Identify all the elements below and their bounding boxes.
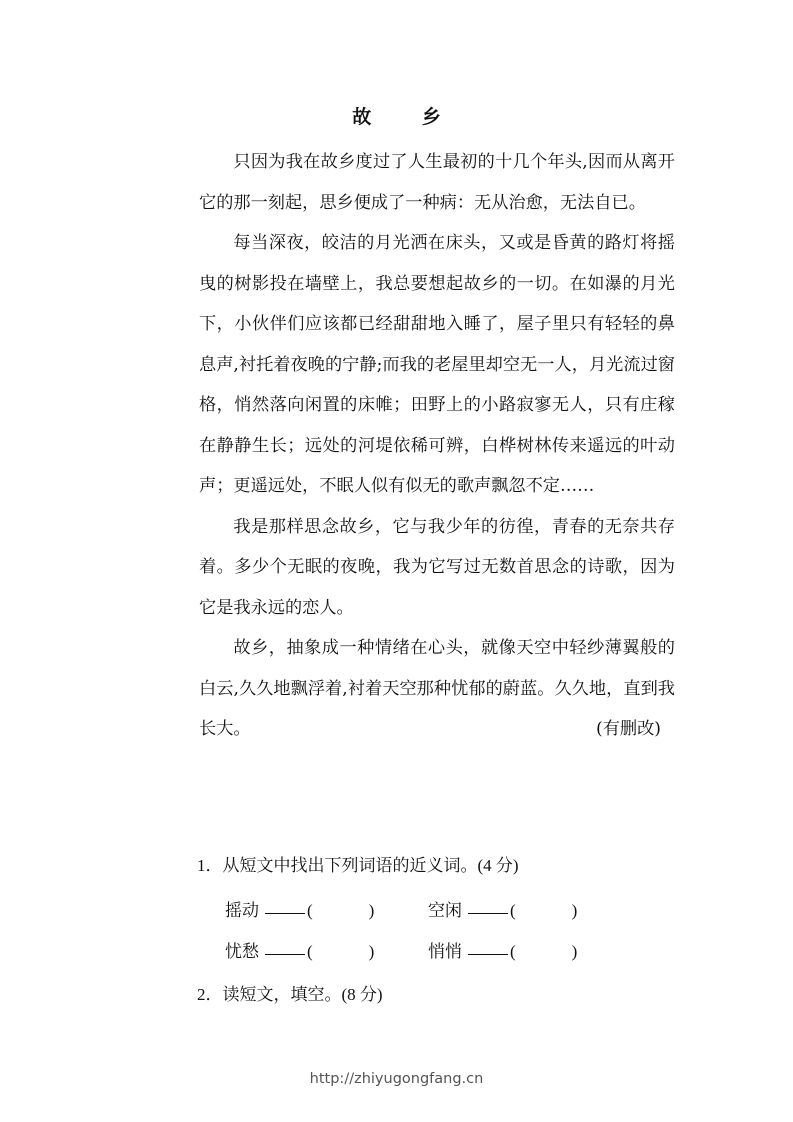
word-item-1 <box>225 896 374 921</box>
word-label: 空闲 <box>428 901 462 921</box>
dash-line <box>468 913 508 914</box>
paren-close: ) <box>571 942 578 961</box>
paragraph-1: 只因为我在故乡度过了人生最初的十几个年头,因而从离开它的那一刻起，思乡便成了一种病：无从治愈，无法自已。 <box>199 152 675 213</box>
question-1-score: (4 分) <box>477 856 519 875</box>
question-1-number: 1． <box>197 856 223 875</box>
dash-line <box>468 954 508 955</box>
article-passage <box>199 142 675 750</box>
word-item-4 <box>428 937 577 962</box>
question-2-score: (8 分) <box>341 985 383 1004</box>
paren-close: ) <box>368 942 375 961</box>
paren-open: ( <box>307 901 313 920</box>
dash-line <box>265 954 305 955</box>
paren-open: ( <box>510 942 516 961</box>
paren-close: ) <box>571 901 578 920</box>
footer-url-link[interactable]: http://zhiyugongfang.cn <box>309 1071 484 1087</box>
dash-line <box>265 913 305 914</box>
question-1-text: 从短文中找出下列词语的近义词。 <box>222 856 478 876</box>
question-1 <box>197 851 519 876</box>
paren-close: ) <box>368 901 375 920</box>
paren-open: ( <box>307 942 313 961</box>
paragraph-4 <box>199 628 675 750</box>
word-item-3 <box>225 937 374 962</box>
question-2 <box>197 980 383 1005</box>
paragraph-4-text: 故乡，抽象成一种情绪在心头，就像天空中轻纱薄翼般的白云,久久地飘浮着,衬着天空那种忧郁的蔚蓝。久久地，直到我长大。 <box>199 638 675 739</box>
paragraph-3: 我是那样思念故乡，它与我少年的彷徨，青春的无奈共存着。多少个无眠的夜晚，我为它写过无数首思念的诗歌，因为它是我永远的恋人。 <box>199 516 675 618</box>
article-title: 故 乡 <box>352 106 463 128</box>
question-2-text: 读短文，填空。 <box>222 985 342 1005</box>
paragraph-2: 每当深夜，皎洁的月光洒在床头，又或是昏黄的路灯将摇曳的树影投在墙壁上，我总要想起故乡的一切。在如瀑的月光下，小伙伴们应该都已经甜甜地入睡了，屋子里只有轻轻的鼻息声,衬托着夜晚的宁静;而我的老屋里却空无一人，月光流过窗格，悄然落向闲置的床帷；田野上的小路寂寥无人，只有庄稼在静静生长；远处的河堤依稀可辨，白桦树林传来遥远的叶动声；更遥远处，不眠人似有似无的歌声飘忽不定…… <box>199 233 675 496</box>
question-2-number: 2． <box>197 985 223 1004</box>
paren-open: ( <box>510 901 516 920</box>
word-label: 悄悄 <box>428 942 462 962</box>
word-item-2 <box>428 896 577 921</box>
word-label: 忧愁 <box>225 942 259 962</box>
source-note: (有删改) <box>596 719 661 739</box>
word-label: 摇动 <box>225 901 259 921</box>
